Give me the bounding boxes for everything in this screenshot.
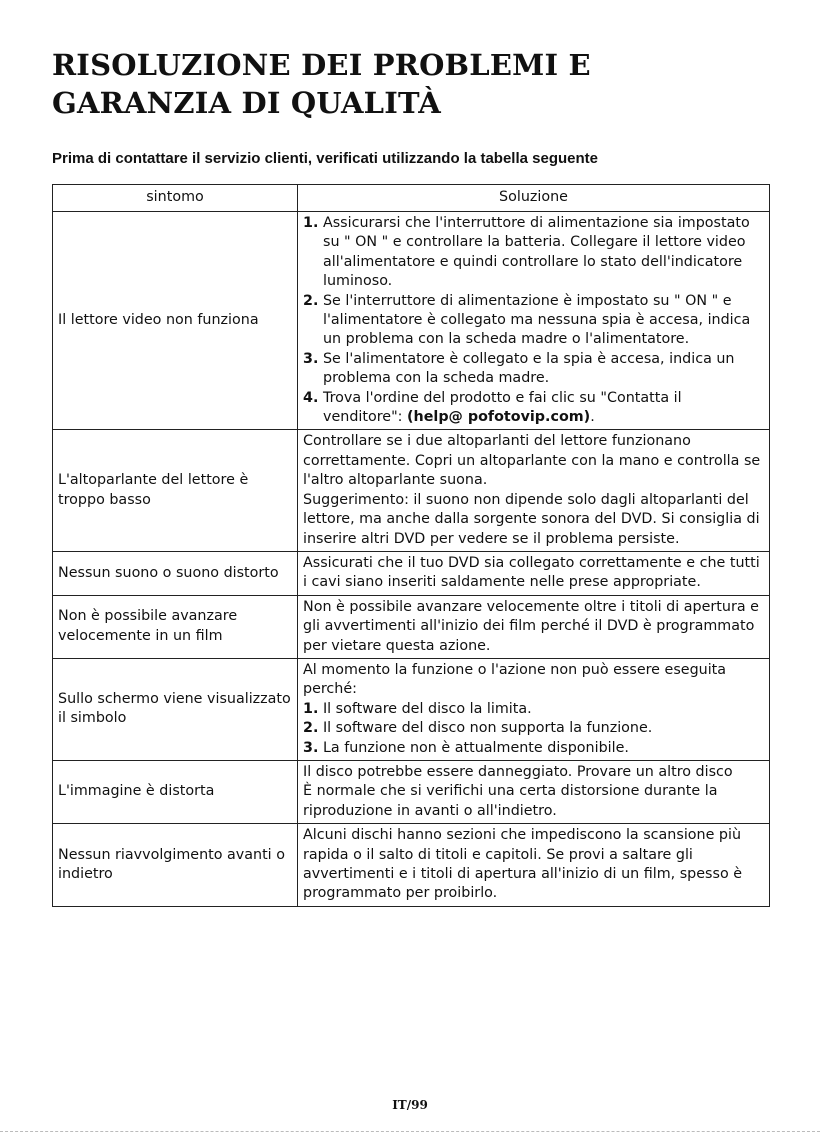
table-row <box>53 430 770 551</box>
table-row <box>53 551 770 595</box>
solution-step <box>303 389 765 428</box>
step-number: 2. <box>303 720 319 737</box>
solution-cell <box>298 430 770 551</box>
solution-cell <box>298 760 770 823</box>
table-row <box>53 595 770 658</box>
step-number: 3. <box>303 350 319 367</box>
solution-tip: Suggerimento: il suono non dipende solo dagli altoparlanti del lettore, ma anche dalla sorgente sonora del DVD. Si consiglia di inserire altri DVD per vedere se il problema persiste. <box>303 491 760 547</box>
table-header-row <box>53 185 770 212</box>
solution-note: È normale che si verifichi una certa distorsione durante la riproduzione in avanti o all'indietro. <box>303 783 718 819</box>
step-text: Se l'alimentatore è collegato e la spia è accesa, indica un problema con la scheda madre. <box>322 350 735 387</box>
step-number: 1. <box>303 700 319 717</box>
solution-cell: Assicurati che il tuo DVD sia collegato correttamente e che tutti i cavi siano inseriti saldamente nelle prese appropriate. <box>298 551 770 595</box>
solution-step <box>303 719 765 738</box>
solution-text: Controllare se i due altoparlanti del lettore funzionano correttamente. Copri un altoparlante con la mano e controlla se l'altro altoparlante suona. <box>303 433 761 489</box>
solution-step <box>303 739 765 758</box>
solution-text: Il disco potrebbe essere danneggiato. Provare un altro disco <box>303 763 733 780</box>
page-number: IT/99 <box>392 1098 428 1112</box>
solution-cell <box>298 658 770 760</box>
solution-cell <box>298 212 770 430</box>
step-text: Il software del disco non supporta la funzione. <box>322 720 653 737</box>
step-number: 2. <box>303 292 319 309</box>
symptom-cell: Nessun suono o suono distorto <box>53 551 298 595</box>
page-edge-divider <box>0 1131 820 1132</box>
symptom-cell: Nessun riavvolgimento avanti o indietro <box>53 824 298 907</box>
solution-cell: Alcuni dischi hanno sezioni che impediscono la scansione più rapida o il salto di titoli e capitoli. Se provi a saltare gli avvertimenti e i titoli di apertura all'inizio di un film, spesso è programmato per proibirlo. <box>298 824 770 907</box>
solution-intro: Al momento la funzione o l'azione non può essere eseguita perché: <box>303 661 727 698</box>
column-header-symptom: sintomo <box>53 185 298 212</box>
step-text: Assicurarsi che l'interruttore di alimentazione sia impostato su " ON " e controllare la batteria. Collegare il lettore video all'alimentatore e quindi controllare lo stato dell'indicatore luminoso. <box>322 215 750 290</box>
solution-step <box>303 700 765 719</box>
step-text: Trova l'ordine del prodotto e fai clic su "Contatta il venditore": <box>322 389 682 426</box>
solution-step <box>303 292 765 350</box>
solution-cell: Non è possibile avanzare velocemente oltre i titoli di apertura e gli avvertimenti all'inizio dei film perché il DVD è programmato per vietare questa azione. <box>298 595 770 658</box>
symptom-cell: L'altoparlante del lettore è troppo basso <box>53 430 298 551</box>
table-row <box>53 824 770 907</box>
step-text: Se l'interruttore di alimentazione è impostato su " ON " e l'alimentatore è collegato ma nessuna spia è accesa, indica un problema con la scheda madre o l'alimentatore. <box>322 292 751 348</box>
step-text: La funzione non è attualmente disponibile. <box>322 739 629 756</box>
troubleshooting-table <box>52 184 770 907</box>
table-row <box>53 760 770 823</box>
step-text: Il software del disco la limita. <box>322 700 532 717</box>
solution-step <box>303 350 765 389</box>
symptom-cell: Il lettore video non funziona <box>53 212 298 430</box>
step-number: 3. <box>303 739 319 756</box>
symptom-cell: L'immagine è distorta <box>53 760 298 823</box>
symptom-cell: Non è possibile avanzare velocemente in un film <box>53 595 298 658</box>
step-text-end: . <box>590 409 595 426</box>
intro-text: Prima di contattare il servizio clienti, verificati utilizzando la tabella seguente <box>52 150 598 167</box>
step-number: 4. <box>303 389 319 406</box>
step-number: 1. <box>303 215 319 231</box>
symptom-cell: Sullo schermo viene visualizzato il simbolo <box>53 658 298 760</box>
table-row <box>53 658 770 760</box>
solution-step <box>303 214 765 292</box>
table-row <box>53 212 770 430</box>
support-email: (help@ pofotovip.com) <box>407 409 591 426</box>
page-title: RISOLUZIONE DEI PROBLEMI E GARANZIA DI QUALITÀ <box>52 48 591 120</box>
column-header-solution: Soluzione <box>298 185 770 212</box>
